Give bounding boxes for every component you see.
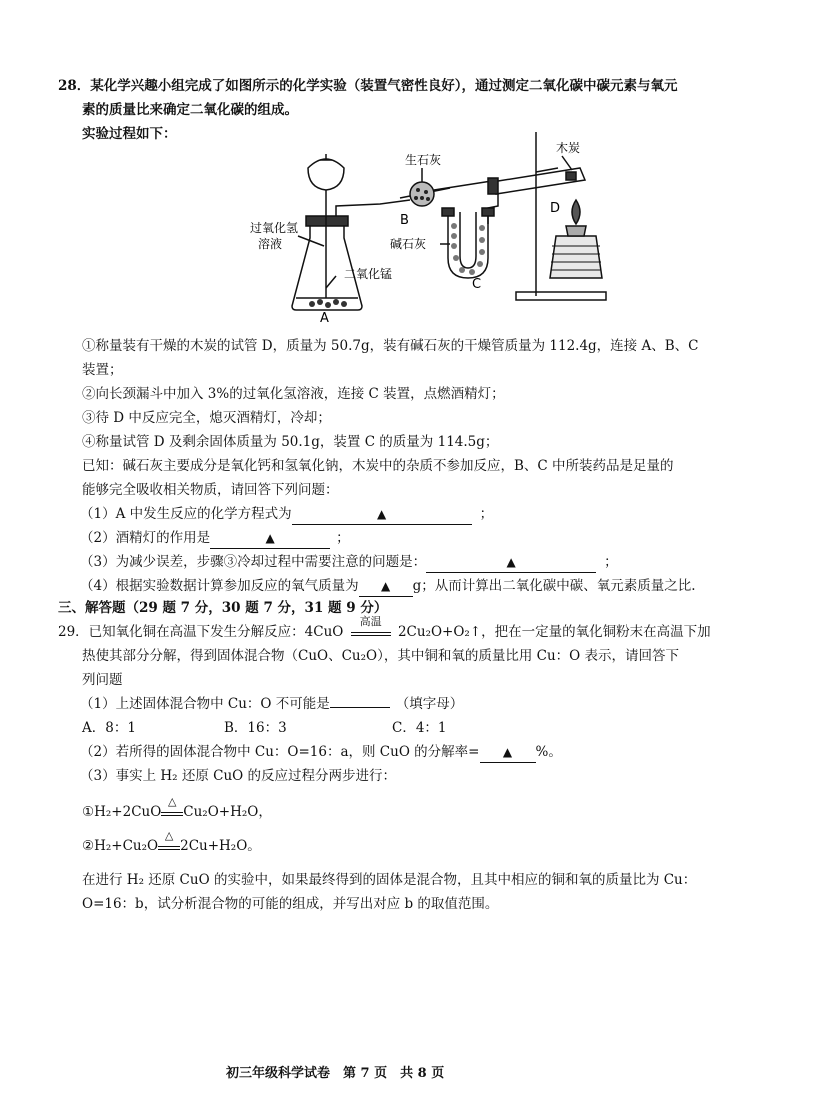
label-d: D (550, 201, 561, 216)
label-a: A (320, 311, 329, 323)
apparatus-diagram (240, 128, 620, 323)
soda-lime-granules (451, 223, 485, 275)
q28-step1-line2: 装置； (82, 362, 123, 378)
q28-sub4: （4）根据实验数据计算参加反应的氧气质量为 ▲ g；从而计算出二氧化碳中碳、氧元素质量之比. (80, 576, 696, 597)
q28-process-label: 实验过程如下： (82, 126, 177, 142)
label-tan: 木炭 (556, 141, 581, 155)
section-3-heading: 三、解答题（29 题 7 分，30 题 7 分，31 题 9 分） (58, 600, 388, 616)
mno2-particles (309, 299, 347, 308)
label-c: C (472, 277, 482, 292)
answer-blank-4[interactable]: ▲ (359, 576, 413, 597)
q28-step2: ②向长颈漏斗中加入 3%的过氧化氢溶液，连接 C 装置，点燃酒精灯； (82, 386, 505, 402)
q29-final-line1: 在进行 H₂ 还原 CuO 的实验中，如果最终得到的固体是混合物，且其中相应的铜和氧的质量比为 Cu： (82, 872, 697, 888)
label-mno2: 二氧化锰 (344, 267, 393, 281)
q29-option-c: C．4：1 (392, 720, 447, 736)
q29-equation-1: ①H₂+2CuO △ Cu₂O+H₂O， (82, 795, 272, 820)
q29-sub1: （1）上述固体混合物中 Cu：O 不可能是 （填字母） (80, 696, 464, 712)
flame (572, 200, 580, 224)
answer-blank-3[interactable]: ▲ (426, 552, 596, 573)
q28-sub3: （3）为减少误差，步骤③冷却过程中需要注意的问题是： ▲ ； (80, 552, 618, 573)
label-b: B (400, 213, 409, 228)
q28-intro-line2: 素的质量比来确定二氧化碳的组成。 (82, 102, 298, 118)
q28-step1-line1: ①称量装有干燥的木炭的试管 D，质量为 50.7g，装有碱石灰的干燥管质量为 112.4g，连接 A、B、C (82, 338, 699, 354)
q29-intro-line2: 热使其部分分解，得到固体混合物（CuO、Cu₂O），其中铜和氧的质量比用 Cu：O 表示，请回答下 (82, 648, 680, 664)
q29-equation-2: ②H₂+Cu₂O △ 2Cu+H₂O。 (82, 829, 261, 854)
q28-step4: ④称量试管 D 及剩余固体质量为 50.1g，装置 C 的质量为 114.5g； (82, 434, 499, 450)
answer-blank-2[interactable]: ▲ (210, 528, 330, 549)
q28-known-line1: 已知：碱石灰主要成分是氧化钙和氢氧化钠，木炭中的杂质不参加反应，B、C 中所装药品是足量的 (82, 458, 674, 474)
separatory-funnel (308, 159, 344, 190)
q28-sub2: （2）酒精灯的作用是 ▲ ； (80, 528, 350, 549)
q28-known-line2: 能够完全吸收相关物质，请回答下列问题： (82, 482, 339, 498)
q28-intro-line1: 28．某化学兴趣小组完成了如图所示的化学实验（装置气密性良好），通过测定二氧化碳中碳元素与氧元 (58, 78, 678, 94)
answer-blank-6[interactable]: ▲ (480, 742, 536, 763)
answer-blank-1[interactable]: ▲ (292, 504, 472, 525)
label-h2o2-line1: 过氧化氢 (250, 221, 299, 235)
alcohol-lamp (550, 236, 602, 278)
label-shengshihui: 生石灰 (405, 153, 442, 167)
q29-option-b: B．16：3 (224, 720, 287, 736)
q29-intro-line1: 29．已知氧化铜在高温下发生分解反应：4CuO 高温 2Cu₂O+O₂↑，把在一定量的氧化铜粉末在高温下加 (58, 622, 711, 644)
q29-option-a: A．8：1 (82, 720, 136, 736)
q29-final-line2: O=16：b，试分析混合物的可能的组成，并写出对应 b 的取值范围。 (82, 896, 499, 912)
label-jianshihui: 碱石灰 (390, 237, 427, 251)
q29-sub2: （2）若所得的固体混合物中 Cu：O=16：a，则 CuO 的分解率= ▲ %。 (80, 742, 562, 763)
answer-blank-5[interactable] (330, 707, 390, 708)
q29-sub3: （3）事实上 H₂ 还原 CuO 的反应过程分两步进行： (80, 768, 397, 784)
q29-intro-line3: 列问题 (82, 672, 123, 688)
flask-stopper (306, 216, 348, 226)
iron-stand-base (516, 292, 606, 300)
q28-step3: ③待 D 中反应完全，熄灭酒精灯，冷却； (82, 410, 331, 426)
q28-sub1: （1）A 中发生反应的化学方程式为 ▲ ； (80, 504, 493, 525)
page-footer: 初三年级科学试卷 第 7 页 共 8 页 (226, 1066, 445, 1081)
label-h2o2-line2: 溶液 (258, 237, 283, 251)
reaction-condition: 高温 (351, 624, 391, 644)
